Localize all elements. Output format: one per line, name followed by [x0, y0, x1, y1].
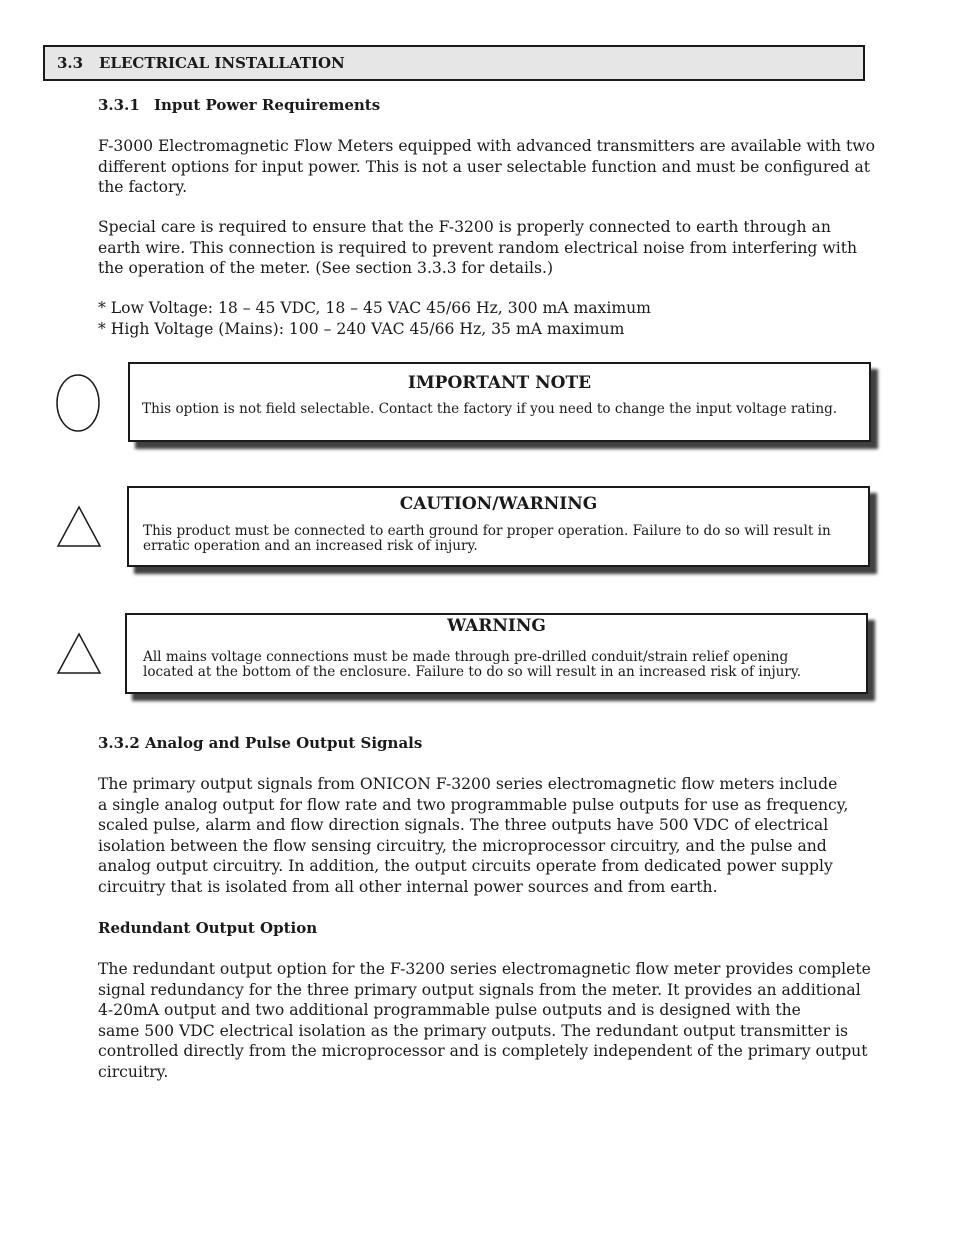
warning-triangle-icon	[56, 505, 104, 549]
caution-warning-box	[127, 486, 870, 567]
subsection-number: 3.3.1	[98, 96, 140, 114]
section-number: 3.3	[57, 54, 84, 72]
paragraph-input-power-options: F-3000 Electromagnetic Flow Meters equipped with advanced transmitters are available with two different options for input power. This is not a user selectable function and must be configured at the factory.	[98, 137, 876, 197]
section-title: ELECTRICAL INSTALLATION	[99, 54, 345, 72]
subsection-title: Input Power Requirements	[154, 96, 381, 114]
warning-box	[125, 613, 868, 694]
caution-warning-body: This product must be connected to earth ground for proper operation. Failure to do so will result in erratic operation and an increased risk of injury.	[143, 523, 831, 554]
subsection-heading-output-signals: 3.3.2 Analog and Pulse Output Signals	[98, 734, 423, 752]
subsection-heading-input-power	[98, 96, 380, 114]
voltage-spec-list	[98, 298, 868, 339]
warning-title: WARNING	[447, 616, 546, 636]
warning-triangle-icon	[56, 632, 104, 676]
important-note-title: IMPORTANT NOTE	[407, 373, 592, 393]
voltage-spec-low: * Low Voltage: 18 – 45 VDC, 18 – 45 VAC 45/66 Hz, 300 mA maximum	[98, 299, 651, 317]
important-note-box	[128, 362, 871, 442]
paragraph-output-signals: The primary output signals from ONICON F-3200 series electromagnetic flow meters include a single analog output for flow rate and two programmable pulse outputs for use as frequency, scaled pulse, alarm and flow direction signals. The three outputs have 500 VDC of electrical isolation between the flow sensing circuitry, the microprocessor circuitry, and the pulse and analog output circuitry. In addition, the output circuits operate from dedicated power supply circuitry that is isolated from all other internal power sources and from earth.	[98, 775, 849, 896]
section-header	[43, 45, 865, 81]
warning-body: All mains voltage connections must be made through pre-drilled conduit/strain relief opening located at the bottom of the enclosure. Failure to do so will result in an increased risk of injury.	[143, 649, 802, 680]
paragraph-redundant-output: The redundant output option for the F-3200 series electromagnetic flow meter provides complete signal redundancy for the three primary output signals from the meter. It provides an additional 4-20mA output and two additional programmable pulse outputs and is designed with the same 500 VDC electrical isolation as the primary outputs. The redundant output transmitter is controlled directly from the microprocessor and is completely independent of the primary output circuitry.	[98, 960, 871, 1081]
important-note-body: This option is not field selectable. Contact the factory if you need to change the input voltage rating.	[142, 401, 838, 417]
heading-redundant-output: Redundant Output Option	[98, 919, 318, 937]
oval-icon	[56, 374, 102, 434]
caution-warning-title: CAUTION/WARNING	[399, 494, 598, 514]
paragraph-earth-connection: Special care is required to ensure that the F-3200 is properly connected to earth through an earth wire. This connection is required to prevent random electrical noise from interfering with the operation of the meter. (See section 3.3.3 for details.)	[98, 218, 857, 278]
voltage-spec-high: * High Voltage (Mains): 100 – 240 VAC 45/66 Hz, 35 mA maximum	[98, 319, 625, 338]
